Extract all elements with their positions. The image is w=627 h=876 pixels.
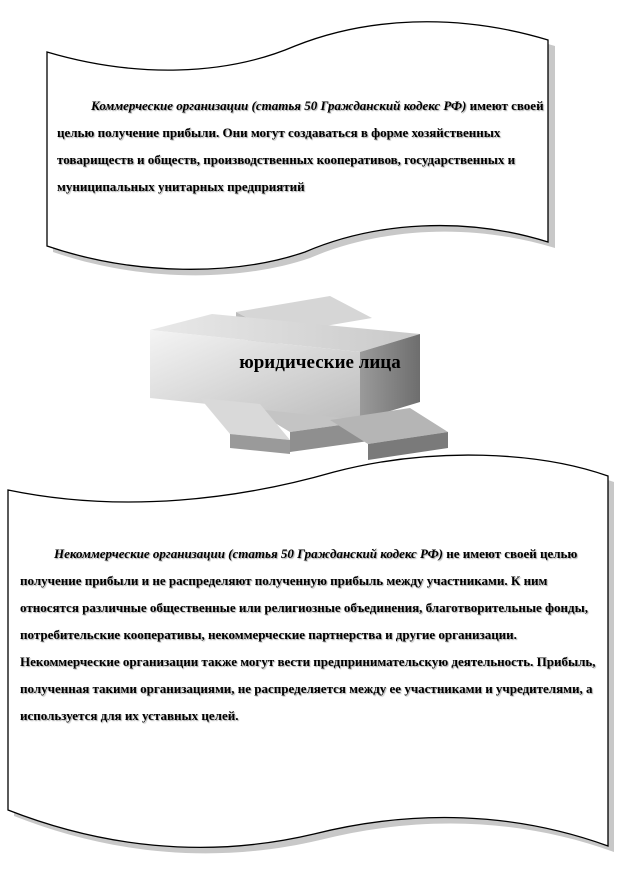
- noncommercial-term: Некоммерческие организации (статья 50 Гражданский кодекс РФ): [54, 546, 443, 561]
- cross-shape: [150, 296, 448, 460]
- commercial-description: имеют своей целью получение прибыли. Они могут создаваться в форме хозяйственных товариществ и обществ, производственных кооперативов, государственных и муниципальных унитарных предприятий: [57, 98, 544, 194]
- commercial-term: Коммерческие организации (статья 50 Гражданский кодекс РФ): [91, 98, 467, 113]
- noncommercial-organizations-text: [20, 540, 605, 729]
- commercial-organizations-text: [57, 92, 547, 216]
- center-label: юридические лица: [239, 352, 401, 373]
- noncommercial-description: не имеют своей целью получение прибыли и не распределяют полученную прибыль между участниками. К ним относятся различные общественные или религиозные объединения, благотворительные фонды, потребительские кооперативы, некоммерческие партнерства и другие организации. Некоммерческие организации также могут вести предпринимательскую деятельность. Прибыль, полученная такими организациями, не распределяется между ее участниками и учредителями, а используется для их уставных целей.: [20, 546, 596, 723]
